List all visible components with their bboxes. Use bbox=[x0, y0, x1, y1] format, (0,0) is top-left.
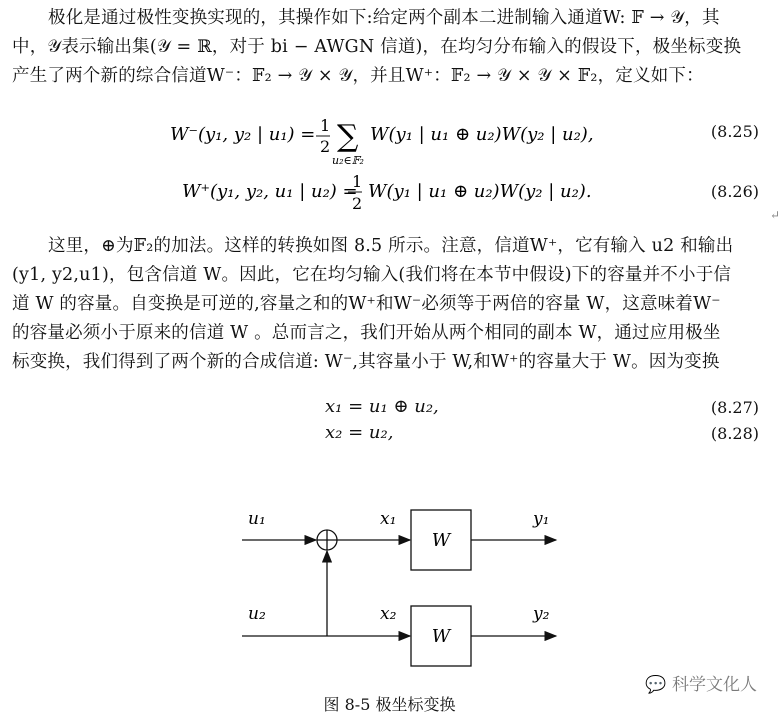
equation-8-27 bbox=[0, 396, 779, 422]
p1-line-1: 极化是通过极性变换实现的，其操作如下:给定两个副本二进制输入通道W: 𝔽 → 𝒴，其 bbox=[48, 8, 720, 28]
label-x1: x₁ bbox=[380, 509, 397, 529]
eq825-sum-under: u₂∈𝔽₂ bbox=[332, 154, 364, 167]
paragraph-2 bbox=[12, 232, 772, 377]
eq828-text: x₂ = u₂, bbox=[325, 422, 394, 443]
eq826-lhs: W⁺(y₁, y₂, u₁ | u₂) = bbox=[182, 181, 358, 202]
equation-8-25-math bbox=[170, 112, 730, 168]
equation-8-28 bbox=[0, 422, 779, 448]
label-u1: u₁ bbox=[248, 509, 266, 529]
figure-caption: 图 8-5 极坐标变换 bbox=[323, 695, 456, 714]
eq825-frac-num: 1 bbox=[320, 116, 331, 135]
channel-w-label-bottom: W bbox=[431, 626, 451, 647]
equation-8-26-math bbox=[182, 172, 742, 218]
eq825-sum-sign: ∑ bbox=[337, 119, 359, 154]
p1-line-2: 中，𝒴表示输出集(𝒴 = ℝ，对于 bi − AWGN 信道)，在均匀分布输入的假设下，极坐标变换 bbox=[12, 37, 742, 57]
eq825-rhs: W(y₁ | u₁ ⊕ u₂)W(y₂ | u₂), bbox=[370, 124, 594, 145]
channel-w-label-top: W bbox=[431, 530, 451, 551]
p1-line-3: 产生了两个新的综合信道W⁻：𝔽₂ → 𝒴 × 𝒴，并且W⁺：𝔽₂ → 𝒴 × 𝒴 × 𝔽₂，定义如下： bbox=[12, 66, 704, 86]
label-y2: y₂ bbox=[533, 604, 550, 624]
eq825-number: (8.25) bbox=[710, 122, 759, 141]
eq826-frac-den: 2 bbox=[352, 194, 363, 213]
eq825-frac-den: 2 bbox=[320, 137, 331, 156]
label-y1: y₁ bbox=[533, 509, 550, 529]
p2-line-2: (y1, y2,u1)，包含信道 W。因此，它在均匀输入(我们将在本节中假设)下的容量并不小于信 bbox=[12, 265, 732, 285]
p2-line-5: 标变换，我们得到了两个新的合成信道: W⁻,其容量小于 W,和W⁺的容量大于 W。因为变换 bbox=[12, 352, 720, 372]
polar-transform-diagram bbox=[0, 490, 779, 690]
eq828-number: (8.28) bbox=[710, 424, 759, 443]
equation-8-25 bbox=[0, 112, 779, 168]
watermark-text: 科学文化人 bbox=[672, 675, 757, 695]
eq827-number: (8.27) bbox=[710, 398, 759, 417]
paragraph-mark: ↵ bbox=[770, 208, 780, 222]
eq827-text: x₁ = u₁ ⊕ u₂, bbox=[325, 396, 439, 417]
wechat-icon: 💬 bbox=[645, 675, 667, 695]
p2-line-3: 道 W 的容量。自变换是可逆的,容量之和的W⁺和W⁻必须等于两倍的容量 W，这意味着W⁻ bbox=[12, 294, 721, 314]
p2-line-1: 这里，⊕为𝔽₂的加法。这样的转换如图 8.5 所示。注意，信道W⁺，它有输入 u2 和输出 bbox=[48, 236, 734, 256]
paragraph-1 bbox=[12, 4, 772, 91]
eq826-frac-num: 1 bbox=[352, 172, 363, 191]
equation-8-26 bbox=[0, 172, 779, 218]
eq826-number: (8.26) bbox=[710, 182, 759, 201]
eq825-lhs: W⁻(y₁, y₂ | u₁) = bbox=[170, 124, 316, 145]
eq826-rhs: W(y₁ | u₁ ⊕ u₂)W(y₂ | u₂). bbox=[368, 181, 592, 202]
label-u2: u₂ bbox=[248, 604, 266, 624]
label-x2: x₂ bbox=[380, 604, 397, 624]
p2-line-4: 的容量必须小于原来的信道 W 。总而言之，我们开始从两个相同的副本 W，通过应用极坐 bbox=[12, 323, 721, 343]
